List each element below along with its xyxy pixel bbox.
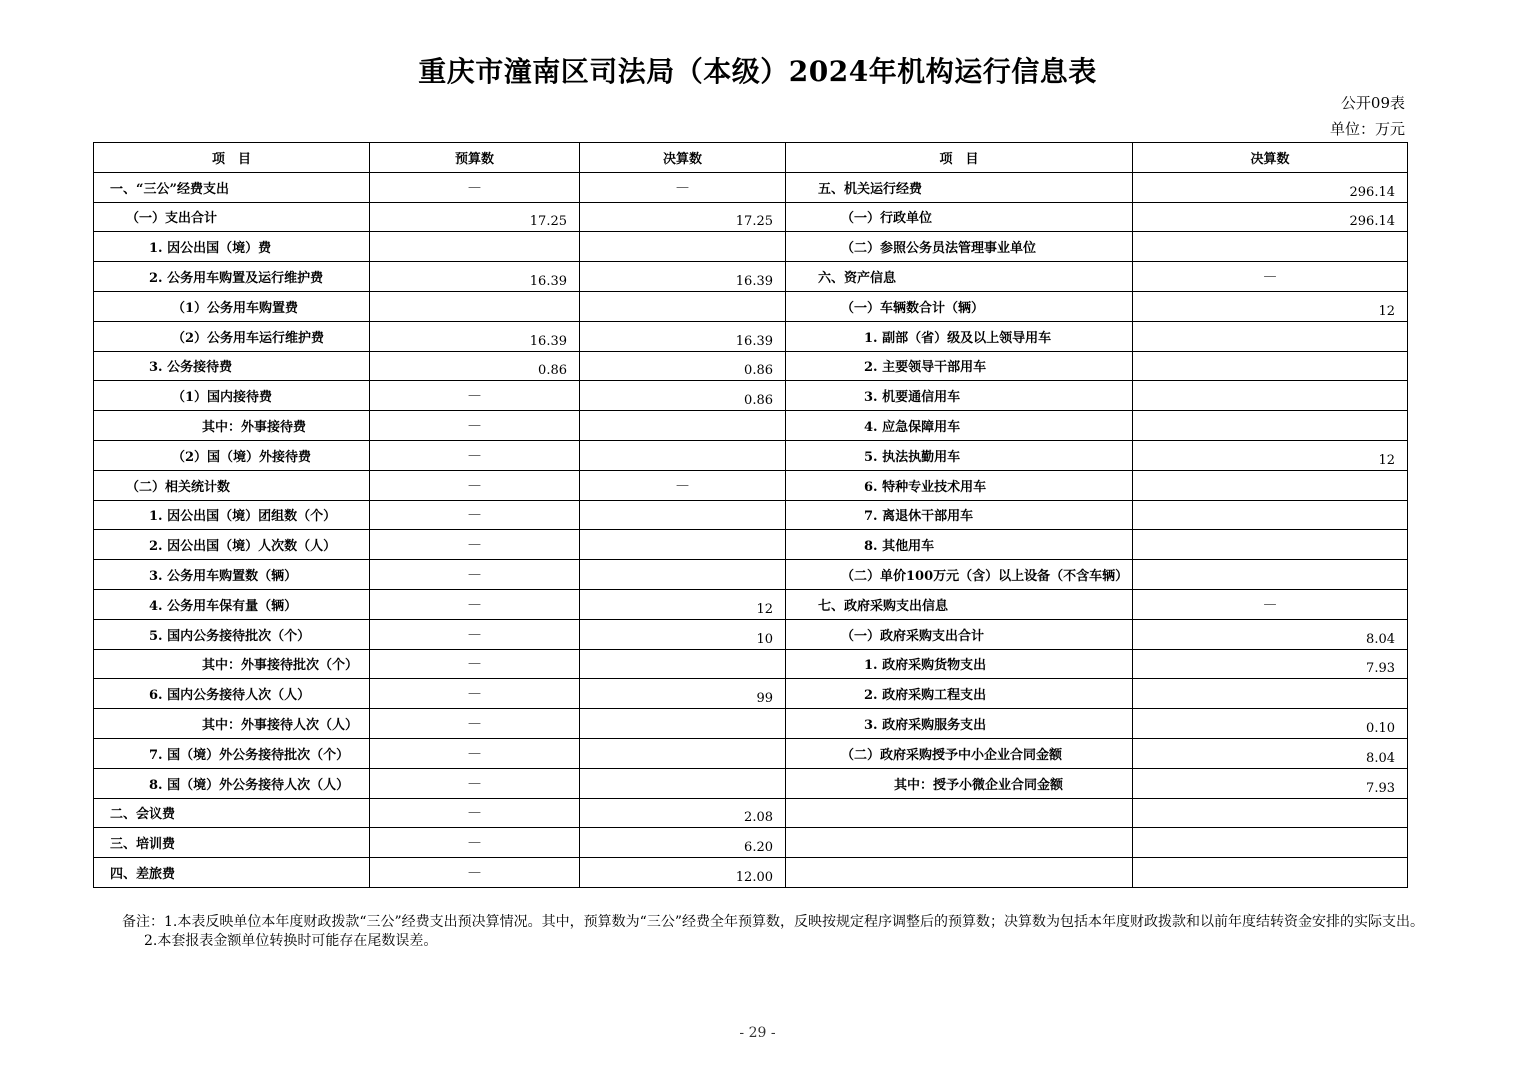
right-final-value xyxy=(1133,321,1408,351)
left-item-label: 2. 公务用车购置及运行维护费 xyxy=(94,262,370,292)
table-row xyxy=(94,232,1408,262)
budget-value: 17.25 xyxy=(370,202,580,232)
left-item-label: 6. 国内公务接待人次（人） xyxy=(94,679,370,709)
info-table xyxy=(93,142,1408,888)
table-row xyxy=(94,768,1408,798)
left-item-label: 1. 因公出国（境）费 xyxy=(94,232,370,262)
budget-value: — xyxy=(370,411,580,441)
final-value: 2.08 xyxy=(580,798,786,828)
right-final-value: 296.14 xyxy=(1133,202,1408,232)
budget-value: — xyxy=(370,440,580,470)
left-item-label: 8. 国（境）外公务接待人次（人） xyxy=(94,768,370,798)
final-value xyxy=(580,440,786,470)
table-row xyxy=(94,589,1408,619)
table-row xyxy=(94,262,1408,292)
budget-value: — xyxy=(370,530,580,560)
table-row xyxy=(94,172,1408,202)
right-item-label: （二）政府采购授予中小企业合同金额 xyxy=(786,738,1133,768)
table-row xyxy=(94,411,1408,441)
right-final-value xyxy=(1133,500,1408,530)
right-item-label xyxy=(786,828,1133,858)
budget-value: — xyxy=(370,560,580,590)
final-value: 16.39 xyxy=(580,262,786,292)
left-item-label: 其中：外事接待批次（个） xyxy=(94,649,370,679)
right-item-label: （二）单价100万元（含）以上设备（不含车辆） xyxy=(786,560,1133,590)
note-2: 2.本套报表金额单位转换时可能存在尾数误差。 xyxy=(144,933,438,949)
right-final-value: — xyxy=(1133,589,1408,619)
budget-value: — xyxy=(370,768,580,798)
left-item-label: （一）支出合计 xyxy=(94,202,370,232)
final-value xyxy=(580,738,786,768)
left-item-label: 3. 公务用车购置数（辆） xyxy=(94,560,370,590)
final-value xyxy=(580,530,786,560)
table-row xyxy=(94,500,1408,530)
table-row xyxy=(94,619,1408,649)
right-item-label: （一）政府采购支出合计 xyxy=(786,619,1133,649)
budget-value: 16.39 xyxy=(370,262,580,292)
final-value: — xyxy=(580,172,786,202)
right-item-label: 1. 副部（省）级及以上领导用车 xyxy=(786,321,1133,351)
budget-value: — xyxy=(370,470,580,500)
budget-value: — xyxy=(370,619,580,649)
left-item-label: 7. 国（境）外公务接待批次（个） xyxy=(94,738,370,768)
table-row xyxy=(94,858,1408,888)
final-value: 0.86 xyxy=(580,351,786,381)
right-final-value: 7.93 xyxy=(1133,649,1408,679)
right-item-label: 3. 机要通信用车 xyxy=(786,381,1133,411)
budget-value: — xyxy=(370,500,580,530)
table-row xyxy=(94,649,1408,679)
right-item-label: 7. 离退休干部用车 xyxy=(786,500,1133,530)
right-item-label: 2. 主要领导干部用车 xyxy=(786,351,1133,381)
right-final-value xyxy=(1133,679,1408,709)
right-item-label: 8. 其他用车 xyxy=(786,530,1133,560)
left-item-label: 其中：外事接待费 xyxy=(94,411,370,441)
final-value xyxy=(580,411,786,441)
right-item-label: 4. 应急保障用车 xyxy=(786,411,1133,441)
right-final-value: 7.93 xyxy=(1133,768,1408,798)
right-item-label: 七、政府采购支出信息 xyxy=(786,589,1133,619)
table-row xyxy=(94,470,1408,500)
budget-value: — xyxy=(370,381,580,411)
right-item-label: 六、资产信息 xyxy=(786,262,1133,292)
header-item: 项 目 xyxy=(94,143,370,173)
table-row xyxy=(94,560,1408,590)
right-final-value: 8.04 xyxy=(1133,619,1408,649)
budget-value: — xyxy=(370,679,580,709)
left-item-label: 二、会议费 xyxy=(94,798,370,828)
budget-value: 0.86 xyxy=(370,351,580,381)
budget-value: — xyxy=(370,738,580,768)
form-number: 公开09表 xyxy=(1340,94,1405,112)
right-final-value xyxy=(1133,470,1408,500)
left-item-label: 四、差旅费 xyxy=(94,858,370,888)
budget-value: — xyxy=(370,172,580,202)
table-row xyxy=(94,321,1408,351)
right-item-label: （一）行政单位 xyxy=(786,202,1133,232)
right-final-value xyxy=(1133,351,1408,381)
left-item-label: （1）公务用车购置费 xyxy=(94,291,370,321)
final-value: 12 xyxy=(580,589,786,619)
right-final-value: — xyxy=(1133,262,1408,292)
left-item-label: （2）国（境）外接待费 xyxy=(94,440,370,470)
budget-value xyxy=(370,291,580,321)
right-final-value: 12 xyxy=(1133,440,1408,470)
right-item-label: 5. 执法执勤用车 xyxy=(786,440,1133,470)
table-row xyxy=(94,351,1408,381)
final-value xyxy=(580,768,786,798)
final-value: 17.25 xyxy=(580,202,786,232)
budget-value: — xyxy=(370,858,580,888)
right-final-value xyxy=(1133,381,1408,411)
right-item-label xyxy=(786,798,1133,828)
right-item-label: 3. 政府采购服务支出 xyxy=(786,709,1133,739)
right-final-value xyxy=(1133,798,1408,828)
right-final-value: 296.14 xyxy=(1133,172,1408,202)
right-item-label: 2. 政府采购工程支出 xyxy=(786,679,1133,709)
table-body xyxy=(94,172,1408,887)
table-row xyxy=(94,828,1408,858)
final-value xyxy=(580,232,786,262)
left-item-label: 4. 公务用车保有量（辆） xyxy=(94,589,370,619)
header-budget: 预算数 xyxy=(370,143,580,173)
right-final-value xyxy=(1133,530,1408,560)
page-number: - 29 - xyxy=(739,1025,776,1041)
right-final-value: 8.04 xyxy=(1133,738,1408,768)
final-value xyxy=(580,291,786,321)
right-item-label xyxy=(786,858,1133,888)
final-value xyxy=(580,709,786,739)
right-final-value xyxy=(1133,560,1408,590)
final-value: 12.00 xyxy=(580,858,786,888)
table-row xyxy=(94,738,1408,768)
final-value: 99 xyxy=(580,679,786,709)
right-item-label: （二）参照公务员法管理事业单位 xyxy=(786,232,1133,262)
budget-value: — xyxy=(370,589,580,619)
right-final-value xyxy=(1133,411,1408,441)
header-item-right: 项 目 xyxy=(786,143,1133,173)
final-value xyxy=(580,649,786,679)
budget-value: — xyxy=(370,798,580,828)
left-item-label: （1）国内接待费 xyxy=(94,381,370,411)
right-final-value: 0.10 xyxy=(1133,709,1408,739)
header-final: 决算数 xyxy=(580,143,786,173)
table-row xyxy=(94,530,1408,560)
notes xyxy=(100,913,1430,951)
right-final-value xyxy=(1133,858,1408,888)
final-value: 16.39 xyxy=(580,321,786,351)
table-header-row xyxy=(94,143,1408,173)
table-row xyxy=(94,202,1408,232)
left-item-label: 1. 因公出国（境）团组数（个） xyxy=(94,500,370,530)
budget-value: — xyxy=(370,649,580,679)
final-value: 10 xyxy=(580,619,786,649)
final-value: 6.20 xyxy=(580,828,786,858)
budget-value: — xyxy=(370,828,580,858)
page-title: 重庆市潼南区司法局（本级）2024年机构运行信息表 xyxy=(418,55,1097,88)
budget-value: 16.39 xyxy=(370,321,580,351)
final-value: — xyxy=(580,470,786,500)
right-final-value xyxy=(1133,828,1408,858)
table-row xyxy=(94,381,1408,411)
final-value xyxy=(580,560,786,590)
right-final-value xyxy=(1133,232,1408,262)
right-item-label: 1. 政府采购货物支出 xyxy=(786,649,1133,679)
table-row xyxy=(94,709,1408,739)
budget-value xyxy=(370,232,580,262)
table-row xyxy=(94,798,1408,828)
left-item-label: 5. 国内公务接待批次（个） xyxy=(94,619,370,649)
right-item-label: （一）车辆数合计（辆） xyxy=(786,291,1133,321)
header-final-right: 决算数 xyxy=(1133,143,1408,173)
right-item-label: 6. 特种专业技术用车 xyxy=(786,470,1133,500)
left-item-label: 一、“三公”经费支出 xyxy=(94,172,370,202)
table-row xyxy=(94,679,1408,709)
final-value xyxy=(580,500,786,530)
final-value: 0.86 xyxy=(580,381,786,411)
note-1: 备注：1.本表反映单位本年度财政拨款“三公”经费支出预决算情况。其中，预算数为“三公”经费全年预算数，反映按规定程序调整后的预算数；决算数为包括本年度财政拨款和以前年度结转资金安排的实际支出。 xyxy=(122,914,1424,930)
right-final-value: 12 xyxy=(1133,291,1408,321)
left-item-label: （2）公务用车运行维护费 xyxy=(94,321,370,351)
left-item-label: 3. 公务接待费 xyxy=(94,351,370,381)
table-row xyxy=(94,291,1408,321)
table-row xyxy=(94,440,1408,470)
left-item-label: 其中：外事接待人次（人） xyxy=(94,709,370,739)
left-item-label: （二）相关统计数 xyxy=(94,470,370,500)
unit-label: 单位：万元 xyxy=(1329,120,1405,138)
left-item-label: 三、培训费 xyxy=(94,828,370,858)
right-item-label: 五、机关运行经费 xyxy=(786,172,1133,202)
right-item-label: 其中：授予小微企业合同金额 xyxy=(786,768,1133,798)
budget-value: — xyxy=(370,709,580,739)
left-item-label: 2. 因公出国（境）人次数（人） xyxy=(94,530,370,560)
